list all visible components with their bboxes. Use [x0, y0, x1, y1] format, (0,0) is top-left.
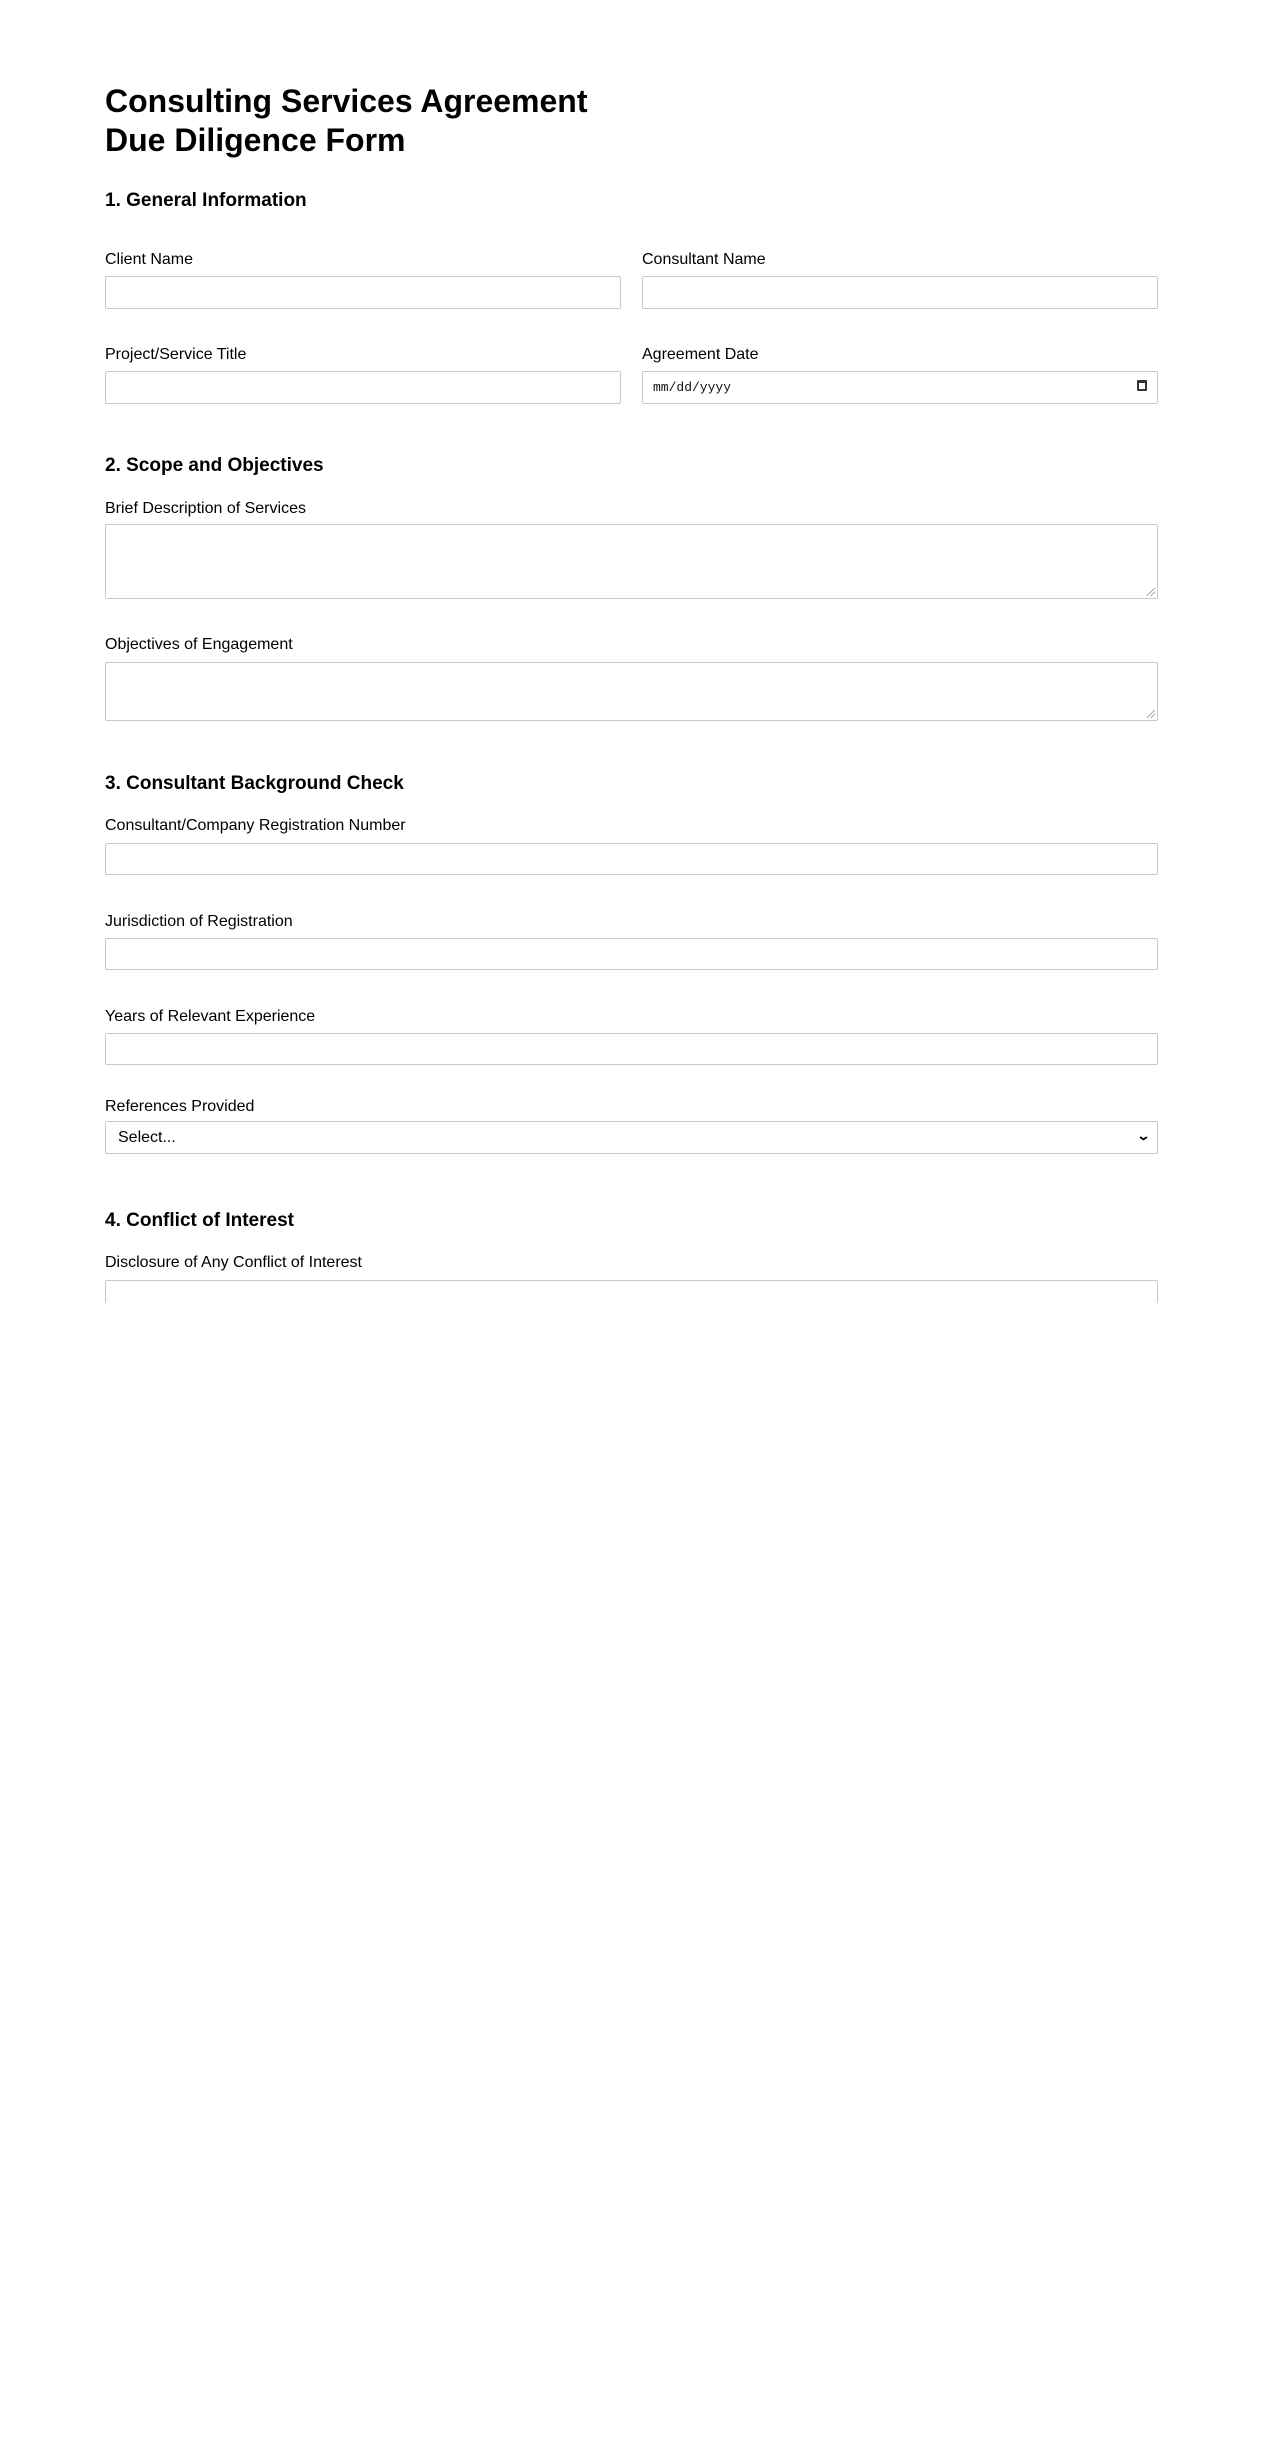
- resize-handle-icon[interactable]: [1147, 588, 1155, 596]
- chevron-down-icon: ⌄: [1136, 1128, 1151, 1143]
- description-label: Brief Description of Services: [105, 500, 306, 517]
- experience-input[interactable]: [105, 1033, 1158, 1065]
- objectives-textarea[interactable]: [105, 662, 1158, 721]
- agreement-date-label: Agreement Date: [642, 346, 759, 363]
- disclosure-textarea[interactable]: [105, 1280, 1158, 1303]
- description-textarea[interactable]: [105, 524, 1158, 599]
- registration-number-label: Consultant/Company Registration Number: [105, 817, 406, 834]
- references-selected-value: Select...: [118, 1129, 176, 1146]
- title-line-2: Due Diligence Form: [105, 122, 406, 158]
- disclosure-label: Disclosure of Any Conflict of Interest: [105, 1254, 362, 1271]
- disclosure-textarea-viewport: [105, 1280, 1158, 1303]
- consultant-name-input[interactable]: [642, 276, 1158, 309]
- section-heading-scope: 2. Scope and Objectives: [105, 455, 324, 476]
- consultant-name-label: Consultant Name: [642, 251, 766, 268]
- jurisdiction-input[interactable]: [105, 938, 1158, 970]
- section-heading-background: 3. Consultant Background Check: [105, 773, 404, 794]
- project-title-label: Project/Service Title: [105, 346, 247, 363]
- date-placeholder: mm/dd/yyyy: [653, 380, 732, 395]
- references-label: References Provided: [105, 1098, 255, 1115]
- references-select[interactable]: [105, 1121, 1158, 1154]
- section-heading-general: 1. General Information: [105, 190, 307, 211]
- experience-label: Years of Relevant Experience: [105, 1008, 316, 1025]
- title-line-1: Consulting Services Agreement: [105, 83, 588, 119]
- project-title-input[interactable]: [105, 371, 621, 404]
- agreement-date-input[interactable]: [642, 371, 1158, 404]
- section-heading-conflict: 4. Conflict of Interest: [105, 1210, 294, 1231]
- registration-number-input[interactable]: [105, 843, 1158, 875]
- calendar-icon[interactable]: [1137, 380, 1147, 391]
- objectives-label: Objectives of Engagement: [105, 636, 293, 653]
- client-name-input[interactable]: [105, 276, 621, 309]
- jurisdiction-label: Jurisdiction of Registration: [105, 913, 293, 930]
- client-name-label: Client Name: [105, 251, 194, 268]
- page-title: [105, 82, 805, 160]
- resize-handle-icon[interactable]: [1147, 710, 1155, 718]
